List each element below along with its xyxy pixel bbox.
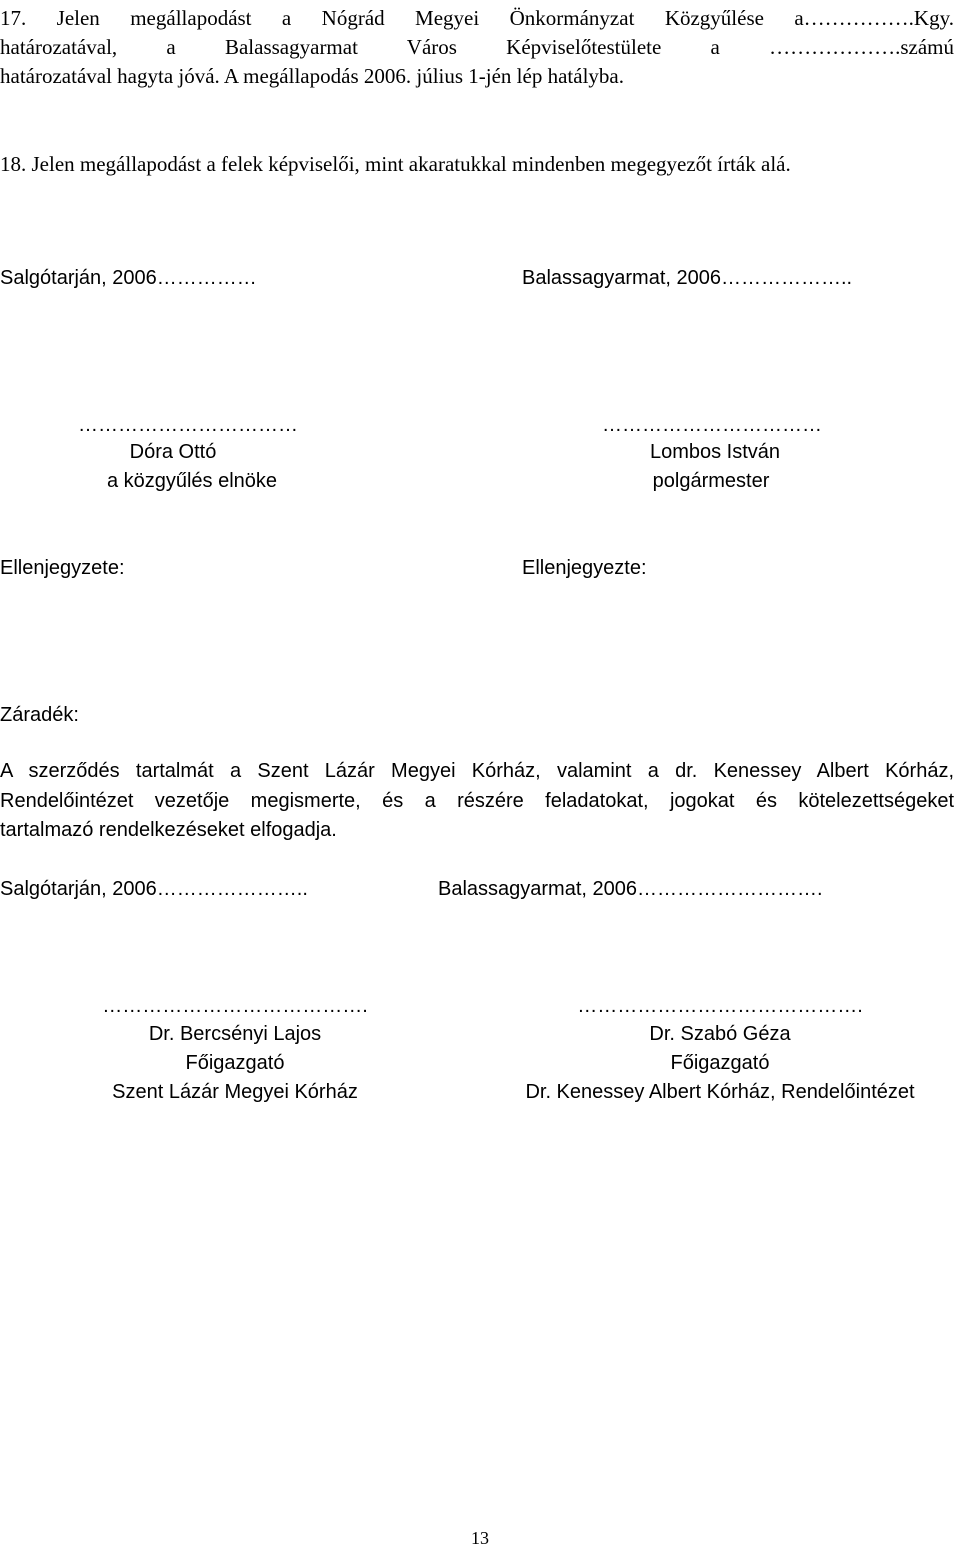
- countersign-left: Ellenjegyzete:: [0, 557, 125, 579]
- place-date2-left: Salgótarján, 2006…………………..: [0, 878, 308, 900]
- clause-line3: tartalmazó rendelkezéseket elfogadja.: [0, 819, 337, 841]
- signer2-name-left: Dr. Bercsényi Lajos: [148, 1023, 322, 1045]
- signature-line2-left: ………………………………….: [102, 995, 368, 1017]
- signature-line2-right: …………………………………….: [577, 995, 863, 1017]
- signer-name-right: Lombos István: [649, 441, 781, 463]
- page-number: 13: [471, 1528, 489, 1548]
- place-date-left: Salgótarján, 2006……………: [0, 267, 257, 289]
- signer2-org-left: Szent Lázár Megyei Kórház: [112, 1081, 358, 1103]
- signer-name-left: Dóra Ottó: [129, 441, 217, 463]
- clause-heading: Záradék:: [0, 704, 79, 726]
- para17-line1: 17. Jelen megállapodást a Nógrád Megyei Önkormányzat Közgyűlése a…………….Kgy.: [0, 6, 954, 30]
- signer2-title-left: Főigazgató: [185, 1052, 285, 1074]
- para17-line3: határozatával hagyta jóvá. A megállapodás 2006. július 1-jén lép hatályba.: [0, 64, 624, 88]
- place-date-right: Balassagyarmat, 2006………………..: [522, 267, 853, 289]
- signer-title-right: polgármester: [652, 470, 770, 492]
- para18: 18. Jelen megállapodást a felek képviselői, mint akaratukkal mindenben megegyezőt írták alá.: [0, 152, 791, 176]
- countersign-right: Ellenjegyezte:: [522, 557, 647, 579]
- clause-line2: Rendelőintézet vezetője megismerte, és a részére feladatokat, jogokat és kötelezettségeket: [0, 790, 954, 812]
- signer2-org-right: Dr. Kenessey Albert Kórház, Rendelőintézet: [525, 1081, 915, 1103]
- signature-line-right: ……………………………: [602, 414, 822, 436]
- clause-line1: A szerződés tartalmát a Szent Lázár Megyei Kórház, valamint a dr. Kenessey Albert Kórház,: [0, 760, 954, 782]
- para17-line2: határozatával, a Balassagyarmat Város Képviselőtestülete a ……………….számú: [0, 35, 954, 59]
- place-date2-right: Balassagyarmat, 2006……………………….: [438, 878, 823, 900]
- signer2-title-right: Főigazgató: [670, 1052, 770, 1074]
- signature-line-left: ……………………………: [78, 414, 298, 436]
- signer-title-left: a közgyűlés elnöke: [106, 470, 278, 492]
- signer2-name-right: Dr. Szabó Géza: [649, 1023, 791, 1045]
